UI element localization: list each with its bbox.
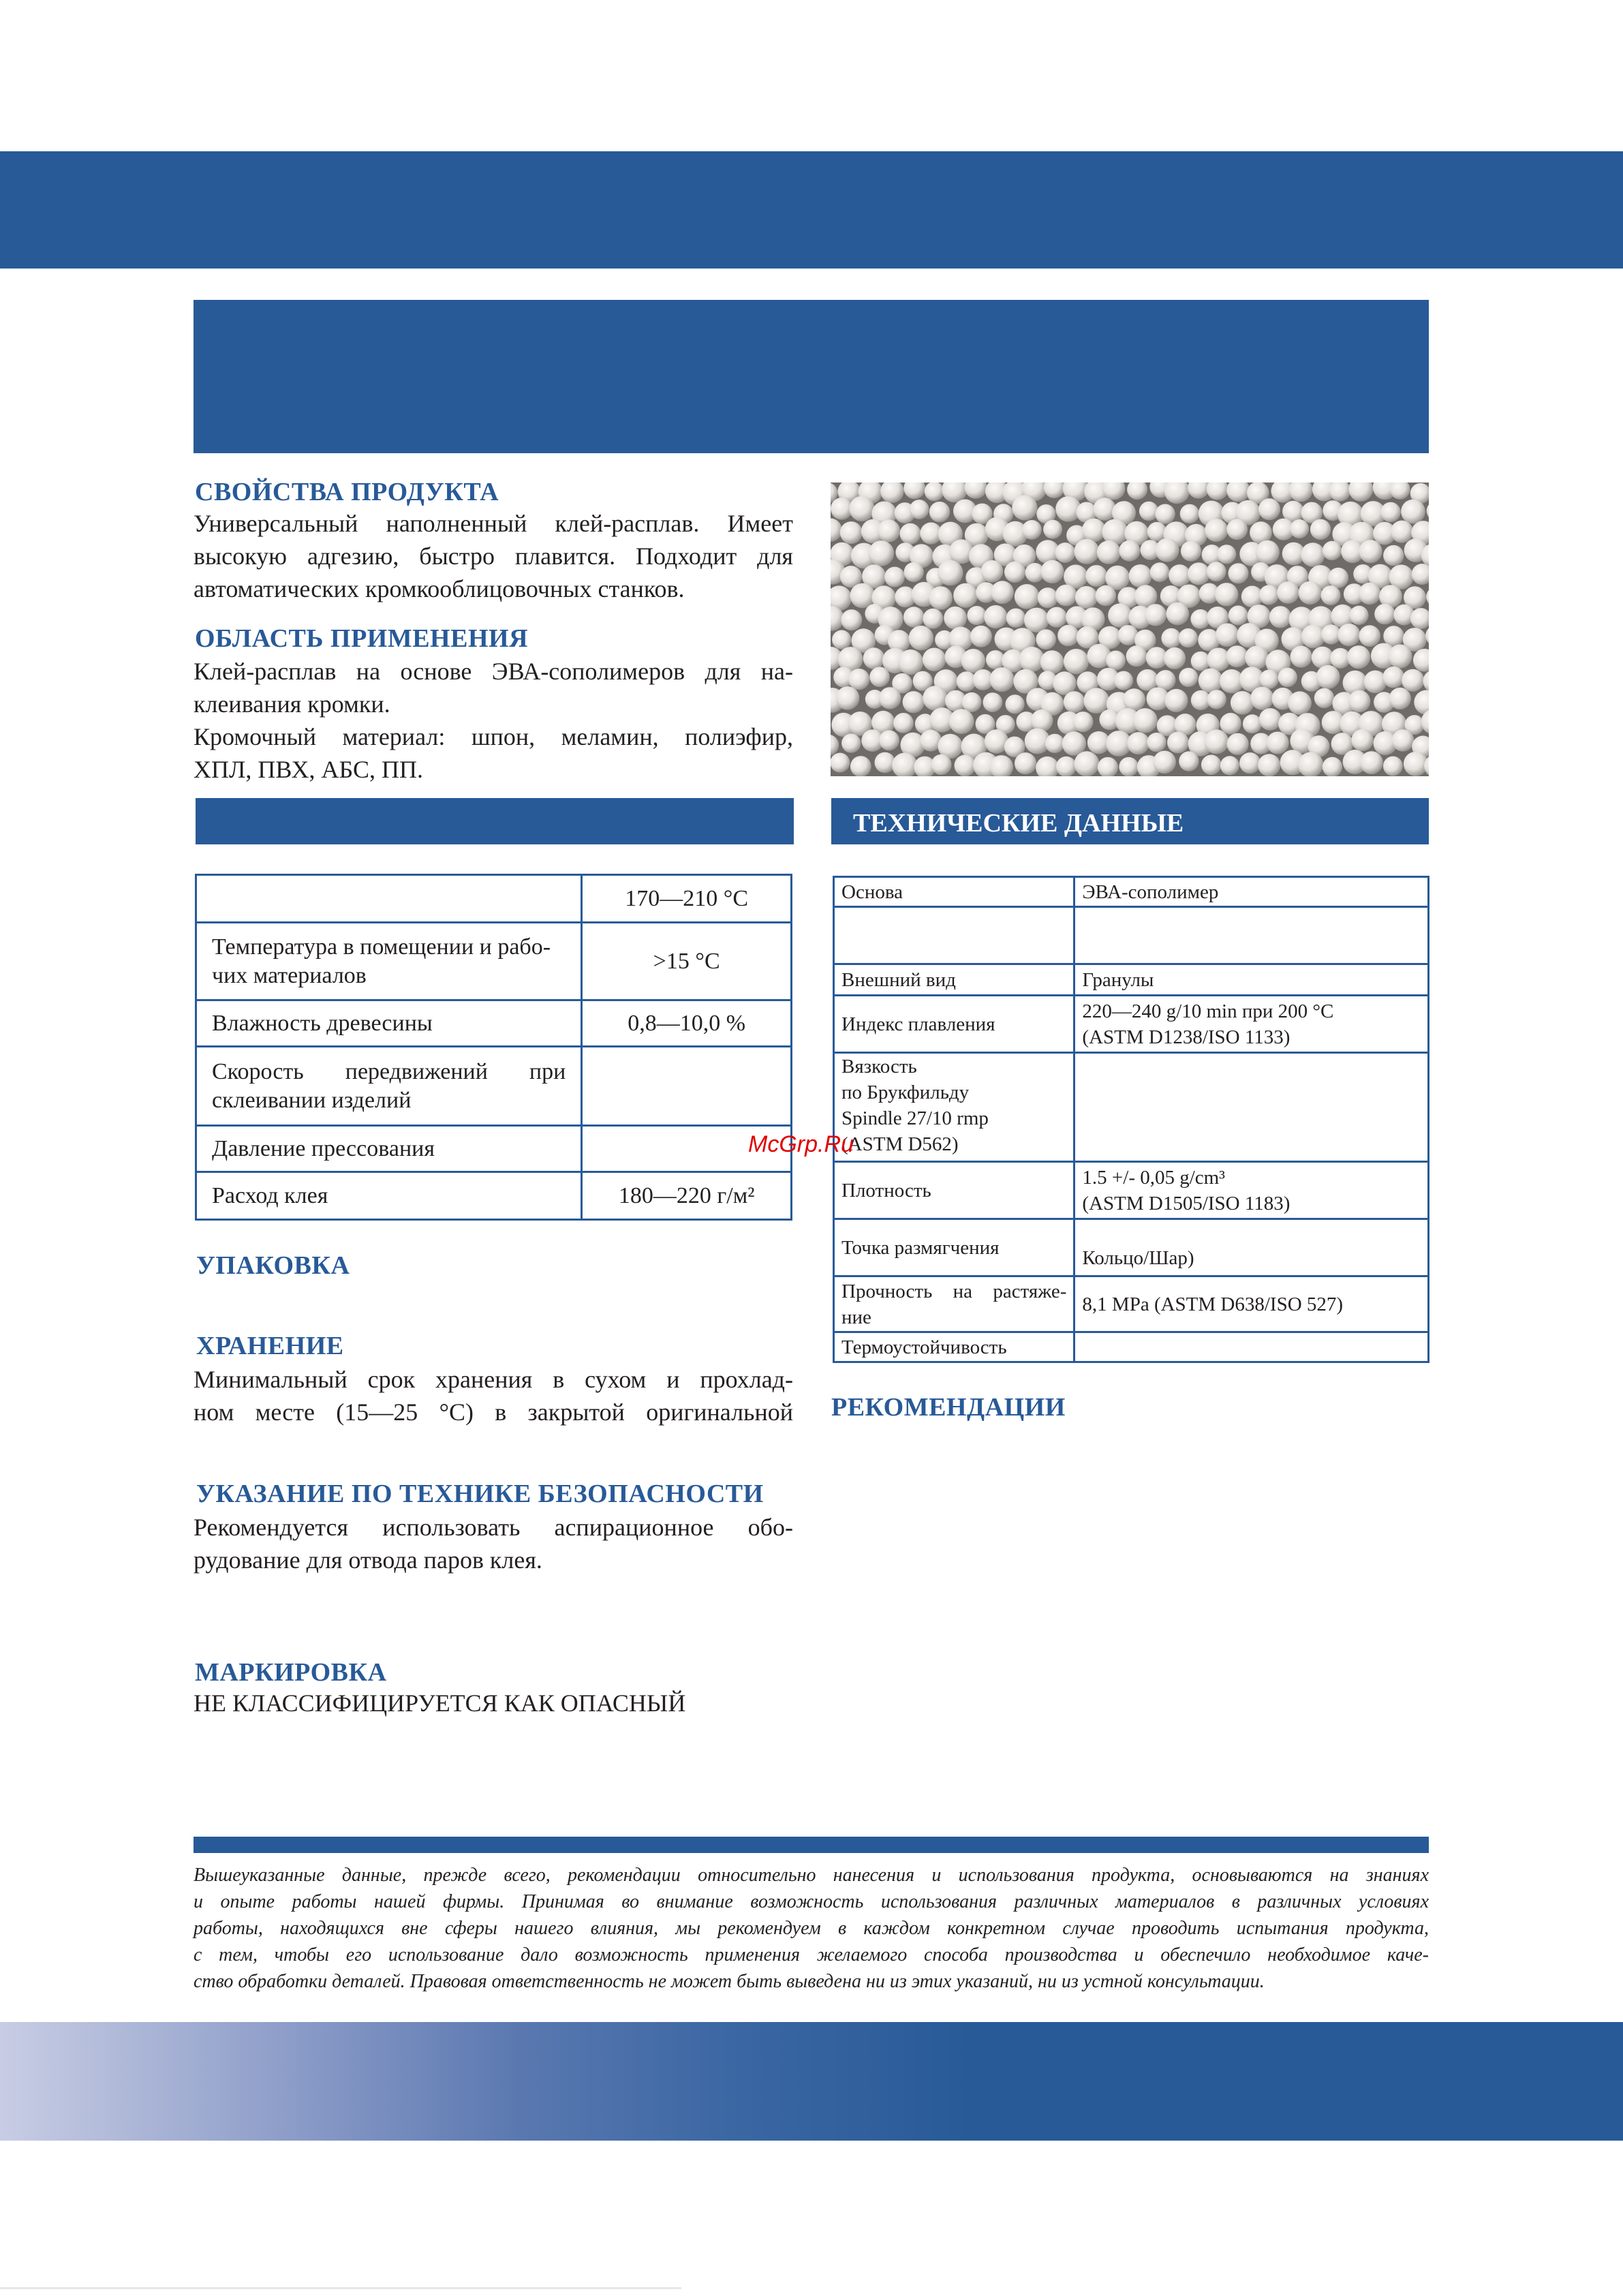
granule (1360, 751, 1383, 774)
granule (1260, 670, 1279, 689)
granule (1015, 584, 1040, 609)
technical-label (834, 1276, 1075, 1332)
granule (1055, 585, 1077, 607)
granule (1072, 711, 1093, 732)
granule (1036, 629, 1056, 649)
processing-value (582, 1047, 792, 1126)
granule (1074, 539, 1099, 564)
disclaimer (194, 1862, 1429, 1995)
granule (1207, 690, 1226, 709)
technical-row (834, 1162, 1429, 1219)
granule (1145, 604, 1166, 626)
granule (1004, 562, 1025, 583)
granule (923, 609, 943, 629)
granule (1188, 562, 1210, 585)
granule (1314, 688, 1334, 708)
granule (1012, 495, 1037, 520)
granule (1290, 519, 1309, 538)
granule (1022, 520, 1042, 540)
granule (841, 609, 862, 630)
granule (1380, 502, 1400, 522)
granule (1106, 651, 1126, 671)
granule (1114, 671, 1133, 690)
technical-heading: ТЕХНИЧЕСКИЕ ДАННЫЕ (853, 809, 1184, 838)
processing-label-line: Температура в помещении и рабо- (212, 934, 551, 960)
granule (1323, 757, 1342, 776)
granule (962, 692, 982, 712)
processing-row (196, 1047, 792, 1126)
application-line: ХПЛ, ПВХ, АБС, ПП. (194, 756, 423, 783)
granule (1383, 626, 1404, 646)
granule (909, 626, 933, 650)
technical-label: Точка размягчения (834, 1219, 1075, 1276)
watermark: McGrp.Ru (748, 1131, 854, 1157)
granule (1199, 669, 1223, 693)
granule (863, 647, 885, 669)
processing-table (195, 874, 792, 1221)
granule (1150, 562, 1170, 582)
technical-row (834, 1053, 1429, 1162)
granule (1108, 603, 1132, 627)
technical-row (834, 1332, 1429, 1362)
granule (1288, 691, 1312, 715)
granule (1040, 650, 1064, 674)
technical-value: ЭВА-сополимер (1075, 877, 1429, 907)
processing-value: >15 °C (582, 923, 792, 1000)
granule (1217, 545, 1236, 564)
safety-line: рудование для отвода паров клея. (194, 1546, 542, 1574)
granule (869, 667, 890, 688)
granule (1220, 713, 1241, 734)
processing-label-line: Скорость передвижений при (212, 1058, 566, 1084)
granule (1278, 668, 1297, 687)
technical-row (834, 996, 1429, 1053)
technical-value-line: 220—240 g/10 min при 200 °C (1082, 1000, 1334, 1022)
granule (1383, 545, 1404, 566)
footer-rule (194, 1837, 1429, 1853)
granule (1389, 688, 1411, 709)
processing-row (196, 875, 792, 923)
granule (1231, 691, 1254, 715)
granule (1359, 540, 1382, 563)
granule (925, 483, 944, 501)
granule (1226, 519, 1248, 540)
granule (1083, 688, 1109, 714)
granule (1349, 606, 1368, 625)
technical-value-line: 1.5 +/- 0,05 g/cm³ (1082, 1166, 1225, 1189)
technical-label: Внешний вид (834, 964, 1075, 996)
technical-label: Плотность (834, 1162, 1075, 1219)
granule (929, 586, 953, 610)
disclaimer-line: и опыте работы нашей фирмы. Принимая во внимание возможность использования различных материалов в различных условиях (194, 1891, 1429, 1912)
granule (1181, 541, 1201, 562)
footer-hairline (0, 2287, 681, 2289)
technical-label: Индекс плавления (834, 996, 1075, 1053)
granule (1269, 606, 1291, 628)
granule (1383, 756, 1403, 776)
storage-text (194, 1363, 793, 1428)
granule (1301, 542, 1325, 566)
granule (1402, 669, 1424, 692)
granule (1228, 606, 1248, 626)
granule (1316, 665, 1340, 689)
granule (955, 755, 976, 777)
granule (981, 560, 1004, 583)
storage-line: ном месте (15—25 °C) в закрытой оригинальной (194, 1398, 793, 1426)
technical-value (1075, 1053, 1429, 1162)
properties-line: высокую адгезию, быстро плавится. Подходит для (194, 542, 793, 570)
granule (848, 669, 869, 690)
granule (1075, 586, 1098, 609)
processing-bar (196, 798, 794, 844)
disclaimer-line: работы, находящихся вне сферы нашего влияния, мы рекомендуем в каждом конкретном случае проводить испытания продукта, (194, 1918, 1429, 1939)
granule (1201, 755, 1222, 776)
granule (1097, 540, 1121, 564)
granule (1382, 667, 1404, 688)
granule (898, 649, 923, 675)
properties-text (194, 507, 793, 605)
technical-value: Кольцо/Шар) (1075, 1219, 1429, 1276)
granule (938, 560, 963, 585)
granule (923, 686, 947, 710)
granule (832, 630, 851, 649)
heading-safety: УКАЗАНИЕ ПО ТЕХНИКЕ БЕЗОПАСНОСТИ (196, 1480, 764, 1508)
technical-value (1075, 996, 1429, 1053)
heading-marking: МАРКИРОВКА (195, 1658, 387, 1687)
processing-label (196, 1047, 582, 1126)
granule (1298, 752, 1323, 776)
processing-label-line: чих материалов (212, 962, 367, 988)
granule (1166, 602, 1190, 626)
disclaimer-line: Вышеуказанные данные, прежде всего, рекомендации относительно нанесения и использования продукта, основываются на знаниях (194, 1865, 1429, 1886)
granule (850, 756, 871, 776)
technical-value (1075, 1332, 1429, 1362)
technical-label-line: по Брукфильду (841, 1082, 970, 1103)
granule (1074, 751, 1099, 776)
granule (1243, 714, 1262, 733)
processing-label-line: склеивании изделий (212, 1087, 412, 1113)
granule (893, 713, 914, 733)
technical-label (834, 907, 1075, 964)
granule (1310, 519, 1331, 540)
heading-recommendations: РЕКОМЕНДАЦИИ (831, 1393, 1066, 1422)
granule (1359, 583, 1380, 604)
granule (903, 691, 925, 713)
granule (991, 581, 1014, 604)
granule (1250, 687, 1273, 710)
technical-value-line: (ASTM D1505/ISO 1183) (1082, 1192, 1290, 1214)
processing-label: Влажность древесины (196, 1000, 582, 1047)
granule (1167, 732, 1189, 754)
granule (967, 606, 986, 625)
granule (1123, 688, 1145, 711)
granule (1055, 542, 1075, 563)
granule (1207, 562, 1226, 581)
granule (1227, 733, 1249, 755)
granule (1204, 729, 1228, 754)
granule (1374, 604, 1395, 624)
granule (900, 523, 921, 545)
granule (1161, 628, 1181, 648)
granule (1259, 708, 1282, 731)
granule (878, 519, 900, 542)
granule (970, 626, 992, 647)
granule (1156, 538, 1179, 562)
granule (1180, 504, 1199, 523)
disclaimer-line: с тем, чтобы его использование дало возможность применения желаемого способа производства и обеспечило необходимое каче- (194, 1944, 1429, 1965)
granule (1401, 500, 1425, 524)
granule (840, 521, 863, 544)
processing-row (196, 1172, 792, 1220)
granule (1056, 756, 1077, 776)
granule (1047, 607, 1067, 628)
granule (836, 686, 860, 710)
technical-value (1075, 907, 1429, 964)
granule (1228, 563, 1249, 583)
granule (1164, 689, 1188, 712)
granule (1147, 733, 1166, 752)
application-text (194, 655, 793, 786)
granule (1348, 690, 1370, 712)
granule (1239, 752, 1261, 774)
granule (1006, 694, 1025, 714)
granule (949, 709, 974, 734)
processing-value: 180—220 г/м² (582, 1172, 792, 1220)
granule (983, 692, 1003, 712)
granule (879, 731, 899, 751)
granule (1015, 752, 1036, 774)
granule (1064, 649, 1089, 674)
granule (931, 754, 951, 775)
granule (1179, 668, 1198, 687)
granule (944, 607, 967, 630)
granule (1057, 625, 1079, 646)
granule (1129, 564, 1152, 587)
granule (1031, 709, 1053, 732)
granule (1164, 647, 1186, 669)
granule (904, 562, 924, 582)
granule (1258, 498, 1280, 520)
granule (961, 649, 985, 673)
granule (1205, 519, 1228, 542)
granule (1038, 587, 1058, 608)
bottom-gradient-band (0, 2022, 1623, 2141)
processing-value: 170—210 °C (582, 875, 792, 923)
granule (1096, 585, 1116, 606)
granule (1256, 540, 1280, 564)
granule (879, 687, 901, 709)
granule (1155, 504, 1175, 524)
heading-packaging: УПАКОВКА (196, 1251, 350, 1280)
granule (1040, 560, 1064, 583)
processing-row (196, 1000, 792, 1047)
granule (1064, 691, 1085, 713)
granule (1132, 708, 1157, 733)
application-line: клеивания кромки. (194, 690, 390, 718)
technical-value: Гранулы (1075, 964, 1429, 996)
granule (1045, 734, 1064, 753)
granule (1006, 609, 1025, 628)
granule (1216, 624, 1239, 647)
properties-line: автоматических кромкооблицовочных станков. (194, 575, 685, 602)
technical-row (834, 877, 1429, 907)
granule (1085, 565, 1107, 587)
granule (1277, 581, 1299, 604)
granule (1338, 624, 1360, 646)
properties-line: Универсальный наполненный клей-расплав. Имеет (194, 510, 793, 537)
storage-line: Минимальный срок хранения в сухом и прохлад- (194, 1366, 793, 1393)
granule (1215, 583, 1238, 606)
granule (1299, 581, 1322, 604)
processing-label: Давление прессования (196, 1126, 582, 1172)
granule (1245, 646, 1269, 670)
technical-row (834, 907, 1429, 964)
granule (1126, 645, 1147, 667)
processing-label (196, 923, 582, 1000)
granule (1179, 751, 1199, 771)
granule (953, 583, 978, 608)
granule (831, 753, 850, 773)
technical-label-line: Spindle 27/10 rmp (841, 1107, 989, 1129)
granule (1119, 540, 1140, 562)
disclaimer-line: ство обработки деталей. Правовая ответственность не может быть выведена ни из этих указаний, ни из устной консультации. (194, 1971, 1265, 1992)
technical-row (834, 1219, 1429, 1276)
processing-row (196, 1126, 792, 1172)
processing-value: 0,8—10,0 % (582, 1000, 792, 1047)
granule (1290, 646, 1312, 668)
granule (1347, 645, 1370, 669)
technical-value-line: (ASTM D1238/ISO 1133) (1082, 1026, 1290, 1048)
safety-text (194, 1511, 793, 1576)
application-line: Кромочный материал: шпон, меламин, полиэфир, (194, 723, 793, 750)
heading-storage: ХРАНЕНИЕ (196, 1332, 344, 1360)
technical-label-line: Вязкость (841, 1056, 917, 1077)
technical-label (834, 1053, 1075, 1162)
granule (1169, 564, 1190, 586)
granule (849, 496, 874, 521)
granule (841, 733, 861, 752)
technical-table (833, 876, 1429, 1363)
technical-label-line: ние (841, 1306, 871, 1328)
heading-application: ОБЛАСТЬ ПРИМЕНЕНИЯ (195, 624, 529, 653)
granule (1359, 625, 1380, 647)
technical-label: Термоустойчивость (834, 1332, 1075, 1362)
granule (850, 583, 876, 609)
granule (1153, 751, 1176, 774)
granules-image-icon (831, 483, 1429, 776)
granule (1391, 521, 1413, 543)
granule (910, 500, 929, 519)
granule (875, 752, 896, 774)
granule (1351, 729, 1373, 751)
technical-row (834, 1276, 1429, 1332)
granule (1267, 732, 1289, 754)
granule (1323, 541, 1342, 560)
granule (884, 567, 905, 587)
marking-text: НЕ КЛАССИФИЦИРУЕТСЯ КАК ОПАСНЫЙ (194, 1689, 686, 1717)
technical-value: 8,1 MPa (ASTM D638/ISO 527) (1075, 1276, 1429, 1332)
processing-label: Расход клея (196, 1172, 582, 1220)
technical-label-line: Прочность на растяже- (841, 1280, 1067, 1302)
granule (1119, 757, 1139, 776)
technical-label: Основа (834, 877, 1075, 907)
processing-row (196, 923, 792, 1000)
granule (1328, 568, 1348, 588)
safety-line: Рекомендуется использовать аспирационное обо- (194, 1514, 793, 1541)
granule (1259, 585, 1279, 604)
application-line: Клей-расплав на основе ЭВА-сополимеров для на- (194, 658, 793, 685)
granule (1024, 608, 1049, 632)
granule (923, 648, 946, 671)
technical-value (1075, 1162, 1429, 1219)
granule (1220, 756, 1239, 775)
granule (1127, 732, 1149, 754)
granule (869, 540, 895, 566)
granule (1179, 628, 1198, 647)
granules-photo (831, 483, 1429, 776)
top-header-band (0, 151, 1623, 269)
heading-properties: СВОЙСТВА ПРОДУКТА (195, 478, 499, 506)
granule (929, 502, 950, 522)
granule (1258, 754, 1280, 776)
granule (990, 667, 1015, 692)
granule (903, 607, 924, 627)
technical-row (834, 964, 1429, 996)
granule (1388, 645, 1412, 669)
granule (1043, 520, 1062, 539)
granule (1364, 671, 1387, 694)
granule (1392, 729, 1415, 752)
processing-label (196, 875, 582, 923)
product-title-box (194, 300, 1429, 453)
granule (1226, 645, 1248, 667)
granule (1082, 519, 1106, 542)
granule (984, 605, 1007, 628)
technical-label-line: (ASTM D562) (841, 1133, 959, 1155)
granule (1321, 585, 1341, 605)
